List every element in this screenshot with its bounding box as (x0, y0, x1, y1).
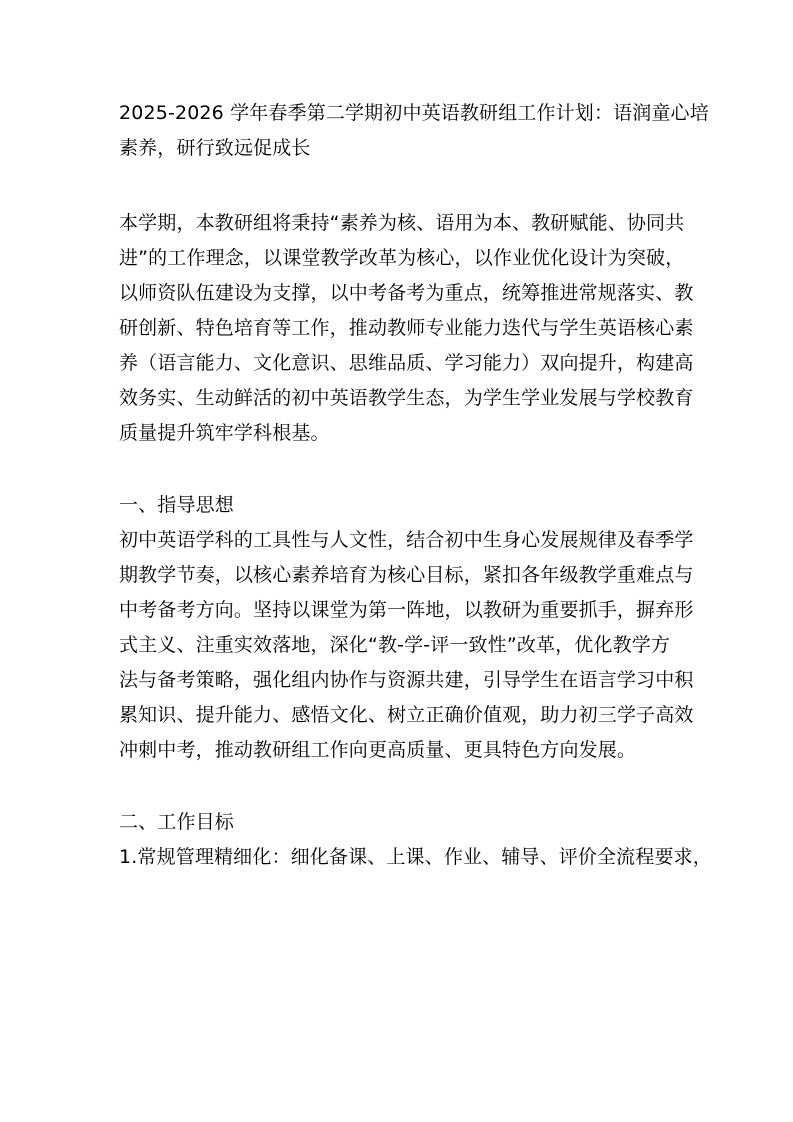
paragraph-line: 以师资队伍建设为支撑，以中考备考为重点，统筹推进常规落实、教 (119, 282, 694, 304)
paragraph-line: 研创新、特色培育等工作，推动教师专业能力迭代与学生英语核心素 (119, 317, 694, 339)
document-body (119, 96, 712, 875)
section-guiding-ideology (119, 488, 694, 768)
section-work-goals (119, 805, 712, 875)
section-heading: 一、指导思想 (119, 494, 234, 516)
paragraph-line: 进”的工作理念，以课堂教学改革为核心，以作业优化设计为突破， (119, 247, 685, 269)
paragraph-line: 累知识、提升能力、感悟文化、树立正确价值观，助力初三学子高效 (119, 704, 694, 726)
spacer (119, 166, 677, 206)
spacer (119, 451, 677, 488)
paragraph-line: 1.常规管理精细化：细化备课、上课、作业、辅导、评价全流程要求， (119, 846, 712, 868)
paragraph-line: 期教学节奏，以核心素养培育为核心目标，紧扣各年级教学重难点与 (119, 564, 694, 586)
spacer (119, 768, 677, 805)
paragraph-line: 式主义、注重实效落地，深化“教-学-评一致性”改革，优化教学方 (119, 634, 671, 656)
title-line: 素养，研行致远促成长 (119, 137, 311, 159)
paragraph-line: 质量提升筑牢学科根基。 (119, 422, 330, 444)
document-title (119, 96, 709, 166)
paragraph-line: 法与备考策略，强化组内协作与资源共建，引导学生在语言学习中积 (119, 669, 694, 691)
paragraph-line: 本学期，本教研组将秉持“素养为核、语用为本、教研赋能、协同共 (119, 212, 685, 234)
paragraph-line: 效务实、生动鲜活的初中英语教学生态，为学生学业发展与学校教育 (119, 387, 694, 409)
paragraph-line: 冲刺中考，推动教研组工作向更高质量、更具特色方向发展。 (119, 739, 637, 761)
section-heading: 二、工作目标 (119, 811, 234, 833)
paragraph-line: 养（语言能力、文化意识、思维品质、学习能力）双向提升，构建高 (119, 352, 694, 374)
paragraph-line: 中考备考方向。坚持以课堂为第一阵地，以教研为重要抓手，摒弃形 (119, 599, 694, 621)
title-line: 2025-2026 学年春季第二学期初中英语教研组工作计划：语润童心培 (119, 102, 709, 124)
intro-paragraph (119, 206, 694, 451)
paragraph-line: 初中英语学科的工具性与人文性，结合初中生身心发展规律及春季学 (119, 529, 694, 551)
